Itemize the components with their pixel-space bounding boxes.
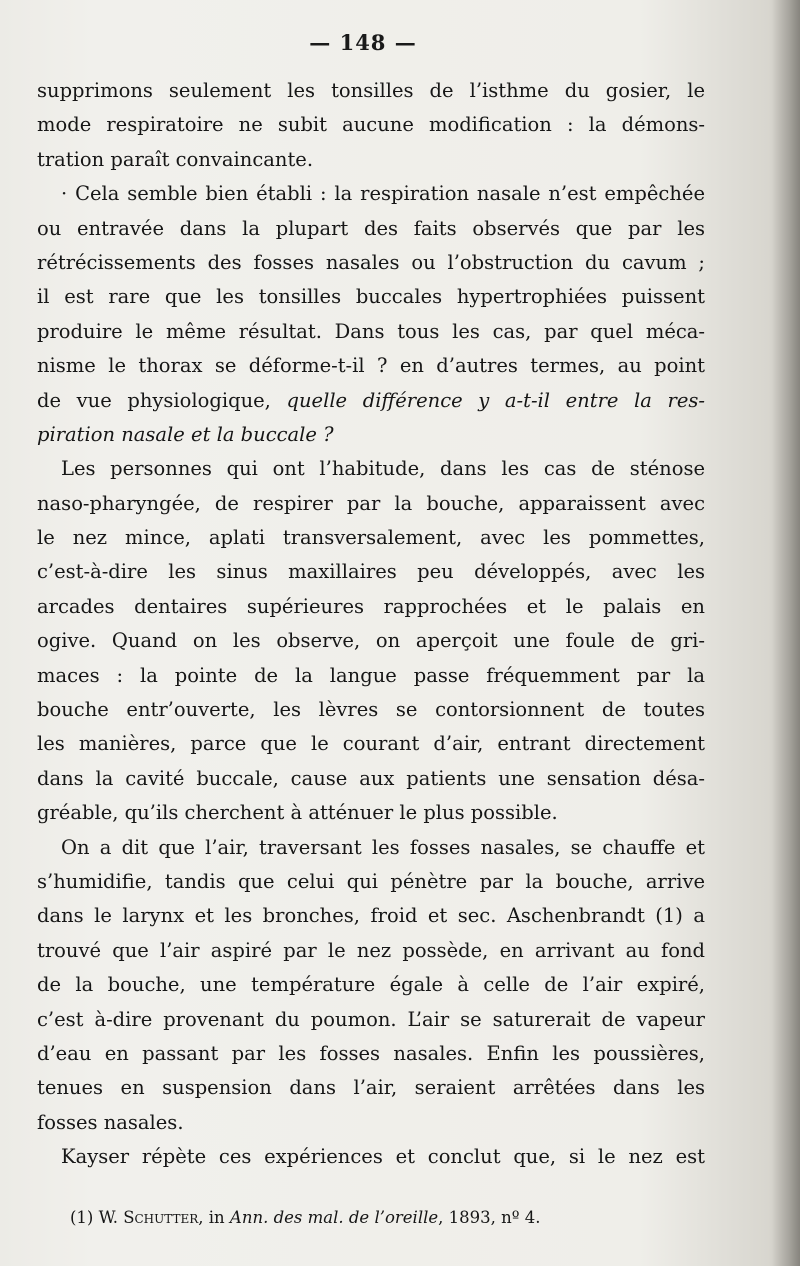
text-line: trouvé que l’air aspiré par le nez possède, en arrivant au fond (37, 938, 705, 962)
italic-segment: quelle différence y a-t-il entre la res- (286, 388, 705, 412)
text-line: rétrécissements des fosses nasales ou l’obstruction du cavum ; (37, 250, 705, 274)
text-line: · Cela semble bien établi : la respiration nasale n’est empêchée (61, 182, 705, 206)
text-line: bouche entr’ouverte, les lèvres se contorsionnent de toutes (37, 698, 705, 722)
text-line: nisme le thorax se déforme-t-il ? en d’autres termes, au point (37, 354, 705, 378)
text-line: Les personnes qui ont l’habitude, dans les cas de sténose (61, 457, 705, 481)
body-text (37, 74, 705, 1175)
text-line: dans le larynx et les bronches, froid et sec. Aschenbrandt (1) a (37, 904, 705, 928)
text-line: arcades dentaires supérieures rapprochées et le palais en (37, 594, 705, 618)
text-line: gréable, qu’ils cherchent à atténuer le plus possible. (37, 801, 558, 825)
text-segment: de vue physiologique, (37, 388, 287, 412)
text-line: mode respiratoire ne subit aucune modification : la démons- (37, 113, 705, 137)
paragraph-2 (37, 177, 705, 452)
footnote-rest: , 1893, nº 4. (438, 1208, 541, 1227)
text-line: il est rare que les tonsilles buccales hypertrophiées puissent (37, 285, 705, 309)
footnote (70, 1208, 710, 1227)
text-line-italic: piration nasale et la buccale ? (37, 422, 334, 446)
text-line: ou entravée dans la plupart des faits observés que par les (37, 216, 705, 240)
paragraph-5 (37, 1140, 705, 1174)
text-line: naso-pharyngée, de respirer par la bouche, apparaissent avec (37, 491, 705, 515)
text-line: s’humidifie, tandis que celui qui pénètre par la bouche, arrive (37, 869, 705, 893)
page-number: — 148 — (309, 30, 417, 55)
paragraph-4 (37, 831, 705, 1141)
text-line-mixed (37, 384, 705, 418)
footnote-connector: , in (198, 1208, 230, 1227)
text-line: produire le même résultat. Dans tous les cas, par quel méca- (37, 319, 705, 343)
paragraph-1 (37, 74, 705, 177)
text-line: les manières, parce que le courant d’air, entrant directement (37, 732, 705, 756)
paragraph-3 (37, 452, 705, 830)
footnote-marker: (1) (70, 1208, 94, 1227)
text-line: c’est-à-dire les sinus maxillaires peu développés, avec les (37, 560, 705, 584)
text-line: d’eau en passant par les fosses nasales. Enfin les poussières, (37, 1041, 705, 1065)
text-line: c’est à-dire provenant du poumon. L’air se saturerait de vapeur (37, 1007, 705, 1031)
text-line: tenues en suspension dans l’air, seraient arrêtées dans les (37, 1076, 705, 1100)
text-line: supprimons seulement les tonsilles de l’isthme du gosier, le (37, 79, 705, 102)
footnote-author: W. Schutter (98, 1208, 199, 1227)
footnote-journal: Ann. des mal. de l’oreille (229, 1208, 439, 1227)
text-line: ogive. Quand on les observe, on aperçoit une foule de gri- (37, 629, 705, 653)
page-gutter-shadow (772, 0, 800, 1266)
text-line: Kayser répète ces expériences et conclut que, si le nez est (61, 1145, 705, 1169)
text-line: maces : la pointe de la langue passe fréquemment par la (37, 663, 705, 687)
text-line: On a dit que l’air, traversant les fosses nasales, se chauffe et (61, 835, 705, 859)
text-line: le nez mince, aplati transversalement, avec les pommettes, (37, 526, 705, 550)
text-line: fosses nasales. (37, 1110, 184, 1134)
text-line: dans la cavité buccale, cause aux patients une sensation désa- (37, 766, 705, 790)
text-line: tration paraît convaincante. (37, 147, 314, 171)
text-line: de la bouche, une température égale à celle de l’air expiré, (37, 973, 705, 997)
